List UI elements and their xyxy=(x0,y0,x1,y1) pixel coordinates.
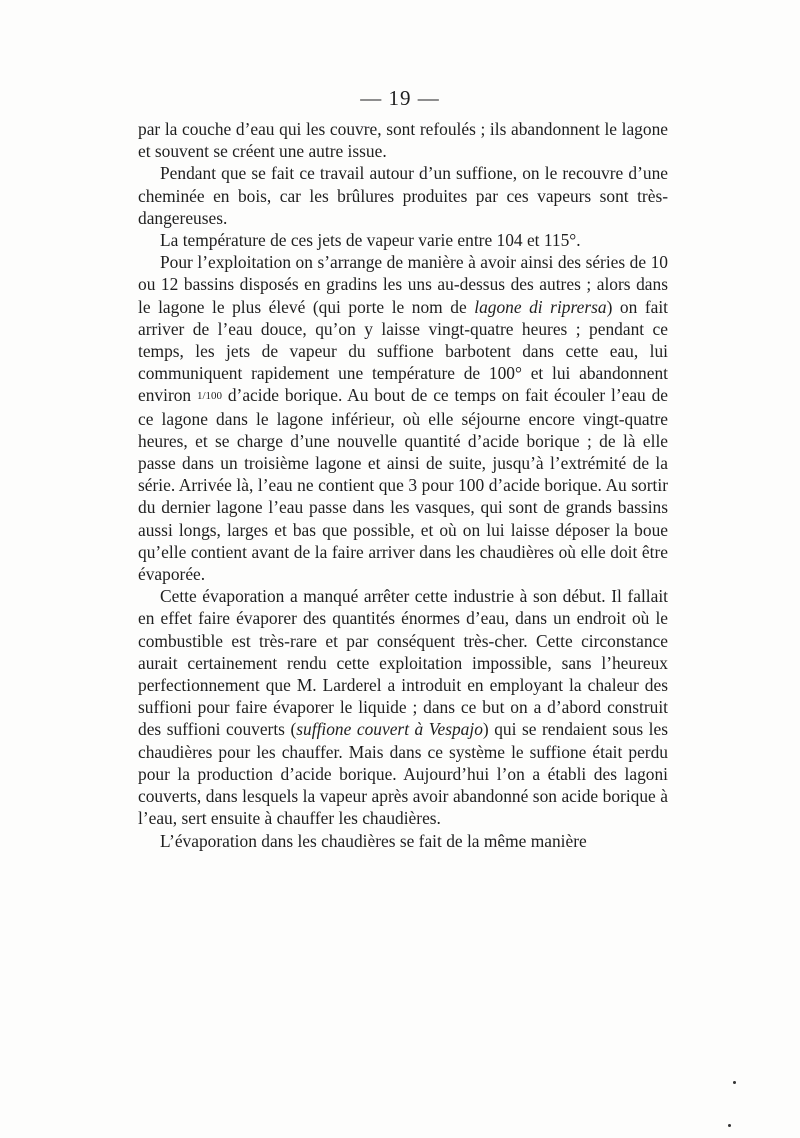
paragraph xyxy=(138,830,668,852)
text-run: Pendant que se fait ce travail autour d’un suffione, on le recouvre d’une cheminée en bois, car les brûlures produites par ces vapeurs sont très-dangereuses. xyxy=(138,163,668,228)
italic-phrase: lagone di riprersa xyxy=(474,296,607,317)
italic-phrase: suffione couvert à Vespajo xyxy=(296,719,483,740)
text-run: La température de ces jets de vapeur varie entre 104 et 115°. xyxy=(160,230,581,251)
text-run: Cette évaporation a manqué arrêter cette industrie à son début. Il fallait en effet faire évaporer des quantités énormes d’eau, dans un endroit où le combustible est très-rare et par conséquent très-cher. Cette circonstance aurait certainement rendu cette exploitation impossible, sans l’heureux perfectionnement que M. Larderel a introduit en employant la chaleur des suffioni pour faire évaporer le liquide ; dans ce but on a d’abord construit des suffioni couverts ( xyxy=(138,586,668,740)
ink-speck xyxy=(728,1124,731,1127)
paragraph xyxy=(138,585,668,829)
paragraph xyxy=(138,162,668,229)
text-run: d’acide borique. Au bout de ce temps on fait écouler l’eau de ce lagone dans le lagone inférieur, où elle séjourne encore vingt-quatre heures, et se charge d’une nouvelle quantité d’acide borique ; de là elle passe dans un troisième lagone et ainsi de suite, jusqu’à l’extrémité de la série. Arrivée là, l’eau ne contient que 3 pour 100 d’acide borique. Au sortir du dernier lagone l’eau passe dans les vasques, qui sont de grands bassins aussi longs, larges et bas que possible, et où on lui laisse déposer la boue qu’elle contient avant de la faire arriver dans les chaudières où elle doit être évaporée. xyxy=(138,385,668,585)
page-number: — 19 — xyxy=(360,86,440,110)
text-run: ) qui se rendaient sous les chaudières pour les chauffer. Mais dans ce système le suffione était perdu pour la production d’acide borique. Aujourd’hui l’on a établi des lagoni couverts, dans lesquels la vapeur après avoir abandonné son acide borique à l’eau, sert ensuite à chauffer les chaudières. xyxy=(138,719,668,829)
paragraph xyxy=(138,229,668,251)
text-run: par la couche d’eau qui les couvre, sont refoulés ; ils abandonnent le lagone et souvent se créent une autre issue. xyxy=(138,119,668,162)
paragraph xyxy=(138,118,668,162)
text-run: ) on fait arriver de l’eau douce, qu’on y laisse vingt-quatre heures ; pendant ce temps, les jets de vapeur du suffione barbotent dans cette eau, lui communiquent rapidement une température de 100° et lui abandonnent environ xyxy=(138,296,669,406)
text-run: Pour l’exploitation on s’arrange de manière à avoir ainsi des séries de 10 ou 12 bassins disposés en gradins les uns au-dessus des autres ; alors dans le lagone le plus élevé (qui porte le nom de xyxy=(138,252,668,317)
fraction: 1/100 xyxy=(196,390,223,403)
body-text xyxy=(138,118,668,852)
paragraph xyxy=(138,251,668,585)
ink-speck xyxy=(733,1081,736,1084)
text-run: L’évaporation dans les chaudières se fait de la même manière xyxy=(160,830,587,851)
